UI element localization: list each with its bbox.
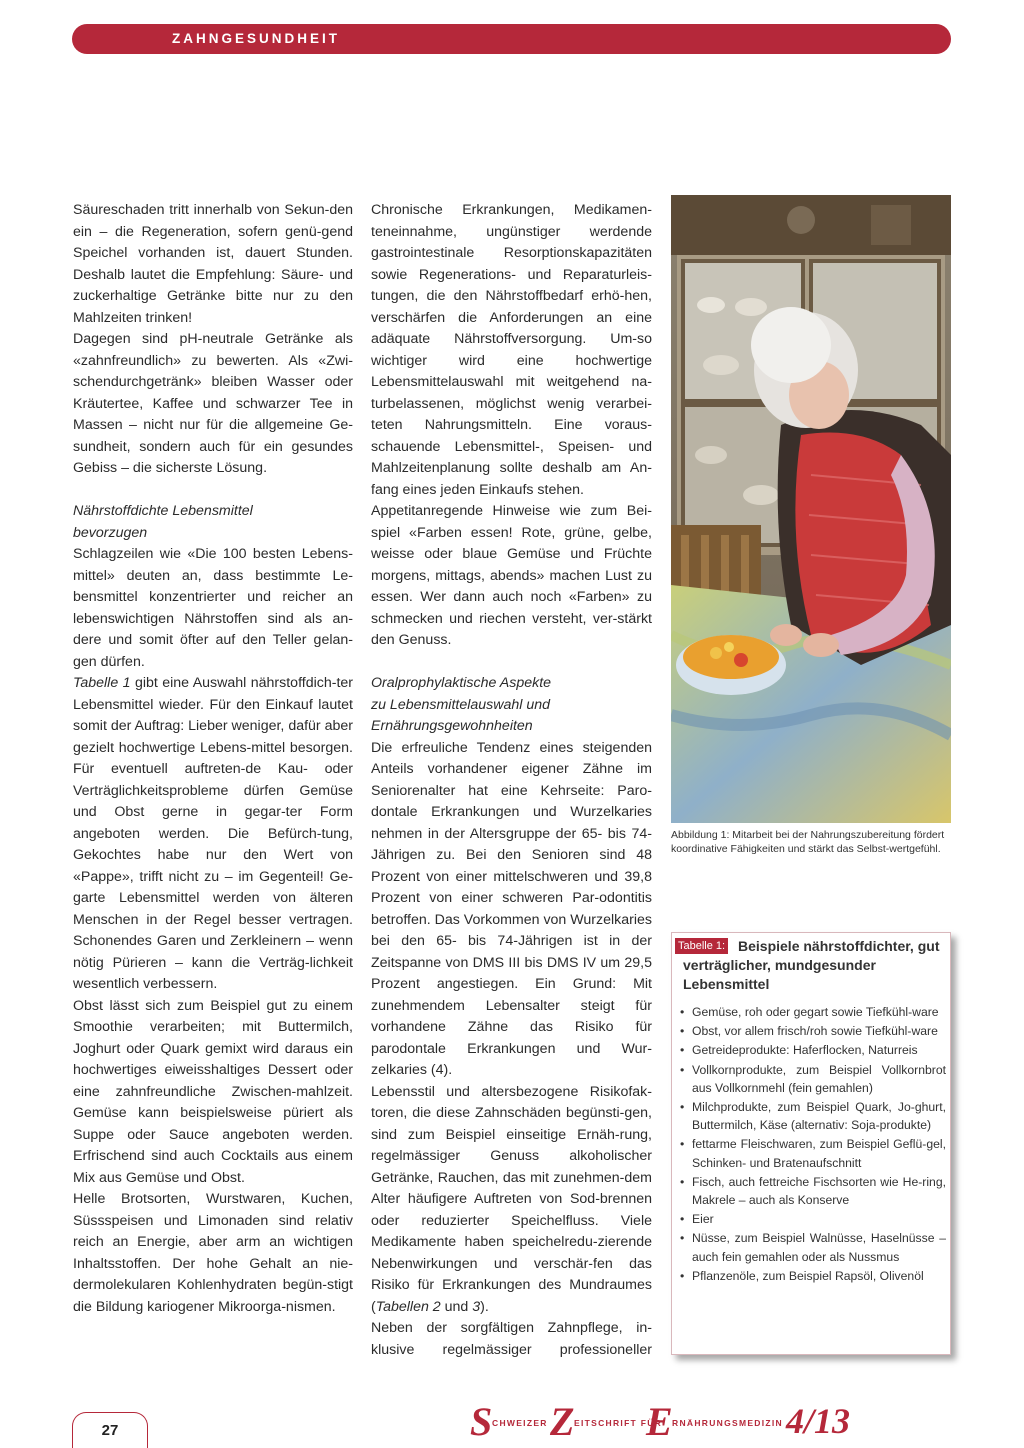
journal-letter: Z bbox=[550, 1399, 575, 1444]
paragraph: Schlagzeilen wie «Die 100 besten Lebens-mittel» deuten an, dass bestimmte Le-bensmittel konzentrierter und reicher an lebenswichtigen Nährstoffen sind als an-dere und somit öfter auf den Teller gelan-gen dürfen. bbox=[73, 546, 353, 670]
subheading bbox=[73, 501, 353, 544]
subheading-line: zu Lebensmittelauswahl und bbox=[371, 696, 551, 713]
table-label: Tabelle 1: bbox=[675, 938, 728, 954]
paragraph: Säureschaden tritt innerhalb von Sekun-den ein – die Regeneration, sofern genü-gend Speichel vorhanden ist, dauert Stunden. Deshalb lautet die Empfehlung: Säure- und zuckerhaltige Getränke bitte nur zu den Mahlzeiten trinken! bbox=[73, 202, 353, 326]
list-item: • Eier bbox=[678, 1210, 946, 1228]
page-number: 27 bbox=[101, 1422, 119, 1439]
journal-word: EITSCHRIFT FÜR bbox=[574, 1418, 663, 1428]
table-list bbox=[678, 1003, 946, 1286]
journal-letter: S bbox=[470, 1399, 493, 1444]
list-item: • Obst, vor allem frisch/roh sowie Tiefkühl-ware bbox=[678, 1022, 946, 1040]
list-item: • fettarme Fleischwaren, zum Beispiel Geflü-gel, Schinken- und Bratenaufschnitt bbox=[678, 1135, 946, 1171]
list-item: • Fisch, auch fettreiche Fischsorten wie He-ring, Makrele – auch als Konserve bbox=[678, 1173, 946, 1209]
list-item: • Gemüse, roh oder gegart sowie Tiefkühl-ware bbox=[678, 1003, 946, 1021]
list-item: • Pflanzenöle, zum Beispiel Rapsöl, Olivenöl bbox=[678, 1267, 946, 1285]
paragraph-text: Lebensstil und altersbezogene Risikofak-toren, die diese Zahnschäden begünsti-gen, sind zum Beispiel einseitige Ernäh-rung, regelmässiger Genuss alkoholischer Getränke, Rauchen, das mit zunehmen-dem Alter häufigere Auftreten von Sod-brennen oder reduzierter Speichelfluss. Viele Medikamente haben speichelredu-zierende Nebenwirkungen und verschär-fen das Risiko für Erkrankungen des Mundraumes ( bbox=[371, 1083, 652, 1315]
paragraph bbox=[371, 1082, 652, 1319]
text-column-left bbox=[73, 200, 353, 1318]
paragraph: Die erfreuliche Tendenz eines steigenden Anteils vorhandener eigener Zähne im Seniorenalter hat eine Kehrseite: Paro-dontale Erkrankungen und Wurzelkaries nehmen in der Altersgruppe der 65- bis 74-Jährigen zu. Bei den Senioren sind 48 Prozent von einer mittelschweren und 39,8 Prozent von einer schweren Par-odontitis betroffen. Das Vorkommen von Wurzelkaries bei den 65- bis 74-Jährigen ist in der Zeitspanne von DMS III bis DMS IV um 29,5 Prozent angestiegen. Ein Grund: Mit zunehmendem Lebensalter steigt für vorhandene Zähne das Risiko für parodontale Erkrankungen und Wur-zelkaries (4). bbox=[371, 739, 652, 1078]
table-reference: Tabellen 2 bbox=[375, 1298, 441, 1315]
list-item: • Vollkornprodukte, zum Beispiel Vollkornbrot aus Vollkornmehl (fein gemahlen) bbox=[678, 1061, 946, 1097]
figure-caption: Abbildung 1: Mitarbeit bei der Nahrungszubereitung fördert koordinative Fähigkeiten und stärkt das Selbst-wertgefühl. bbox=[671, 829, 945, 855]
subheading bbox=[371, 673, 652, 738]
paragraph bbox=[73, 673, 353, 996]
list-item: • Milchprodukte, zum Beispiel Quark, Jo-ghurt, Buttermilch, Käse (alternativ: Soja-produkte) bbox=[678, 1098, 946, 1134]
paragraph: Dagegen sind pH-neutrale Getränke als «zahnfreundlich» zu bewerten. Als «Zwi-schendurchgetränk» bleiben Wasser oder Kräutertee, Kaffee und schwarzer Tee in Massen – nicht nur für die allgemeine Ge-sundheit, sondern auch für ein gesundes Gebiss – die sicherste Lösung. bbox=[73, 331, 353, 476]
journal-logo bbox=[470, 1398, 950, 1446]
journal-letter: E bbox=[646, 1399, 673, 1444]
paragraph-text: und bbox=[440, 1298, 473, 1315]
section-header-bar bbox=[72, 24, 951, 54]
paragraph-text: gibt eine Auswahl nährstoffdich-ter Lebensmittel wieder. Für den Einkauf lautet somit der Auftrag: Lieber weniger, dafür aber gezielt hochwertige Lebens-mittel besorgen. Für eventuell auftreten-de Kau- oder Verträglichkeitsprobleme dürfen Gemüse und Obst gerne in gegar-ter Form angeboten werden. Die Befürch-tung, Gekochtes habe nur den Wert von «Pappe», trifft nicht zu – im Gegenteil! Ge-garte Lebensmittel werden von älteren Menschen in der Regel besser vertragen. Schonendes Garen und Zerkleinern – wenn nötig Pürieren – kann die Verträg-lichkeit wesentlich verbessern. bbox=[73, 675, 353, 992]
paragraph: Helle Brotsorten, Wurstwaren, Kuchen, Süssspeisen und Limonaden sind relativ reich an Energie, aber arm an wichtigen Inhaltsstoffen. Der hohe Gehalt an nie-dermolekularen Kohlenhydraten begün-stigt die Bildung kariogener Mikroorga-nismen. bbox=[73, 1191, 353, 1315]
photo-elderly-woman-cooking bbox=[671, 195, 951, 823]
paragraph: Chronische Erkrankungen, Medikamen-teneinnahme, ungünstiger werdende gastrointestinale Resorptionskapazitäten sowie Regenerations- und Reparaturleis-tungen, die den Nährstoffbedarf erhö-hen, verschärfen die Anforderungen an eine adäquate Nährstoffversorgung. Um-so wichtiger wird eine hochwertige Lebensmittelauswahl mit weitgehend na-turbelassenen, möglichst wenig verarbei-teten Nahrungsmitteln. Eine voraus-schauende Lebensmittel-, Speisen- und Mahlzeitenplanung sollte deshalb am An-fang eines jeden Einkaufs stehen. bbox=[371, 202, 652, 498]
journal-word: RNÄHRUNGSMEDIZIN bbox=[672, 1418, 783, 1428]
paragraph: Appetitanregende Hinweise wie zum Bei-spiel «Farben essen! Rote, grüne, gelbe, weisse oder blaue Gemüse und Früchte morgens, mittags, abends» machen Lust zu essen. Wer dann auch noch «Farben» zu schmecken und riechen versteht, ver-stärkt den Genuss. bbox=[371, 503, 652, 648]
photo-illustration bbox=[671, 195, 951, 823]
journal-issue: 4/13 bbox=[786, 1401, 851, 1441]
paragraph: Neben der sorgfältigen Zahnpflege, in-klusive regelmässiger professioneller bbox=[371, 1320, 652, 1358]
section-title: ZAHNGESUNDHEIT bbox=[172, 31, 341, 46]
table-title: Beispiele nährstoffdichter, gut verträglicher, mundgesunder Lebensmittel bbox=[683, 938, 940, 992]
subheading-line: Oralprophylaktische Aspekte bbox=[371, 675, 552, 691]
subheading-line: Nährstoffdichte Lebensmittel bbox=[73, 503, 253, 519]
subheading-line: bevorzugen bbox=[73, 524, 148, 541]
list-item: • Nüsse, zum Beispiel Walnüsse, Haselnüsse – auch fein gemahlen oder als Nussmus bbox=[678, 1229, 946, 1265]
table-box bbox=[671, 932, 951, 1355]
text-column-middle bbox=[371, 200, 652, 1361]
list-item: • Getreideprodukte: Haferflocken, Naturreis bbox=[678, 1041, 946, 1059]
paragraph-text: ). bbox=[480, 1298, 489, 1315]
paragraph: Obst lässt sich zum Beispiel gut zu einem Smoothie verarbeiten; mit Buttermilch, Joghurt oder Quark gemixt wird daraus ein hochwertiges eiweisshaltiges Dessert oder eine zahnfreundliche Zwischen-mahlzeit. Gemüse kann beispielsweise püriert als Suppe oder Sauce angeboten werden. Erfrischend sind auch Cocktails aus einem Mix aus Gemüse und Obst. bbox=[73, 997, 353, 1186]
journal-word: CHWEIZER bbox=[492, 1418, 548, 1428]
table-reference: Tabelle 1 bbox=[73, 675, 131, 691]
page-number-tab bbox=[72, 1412, 148, 1448]
table-reference: 3 bbox=[472, 1298, 481, 1315]
subheading-line: Ernährungsgewohnheiten bbox=[371, 718, 533, 734]
